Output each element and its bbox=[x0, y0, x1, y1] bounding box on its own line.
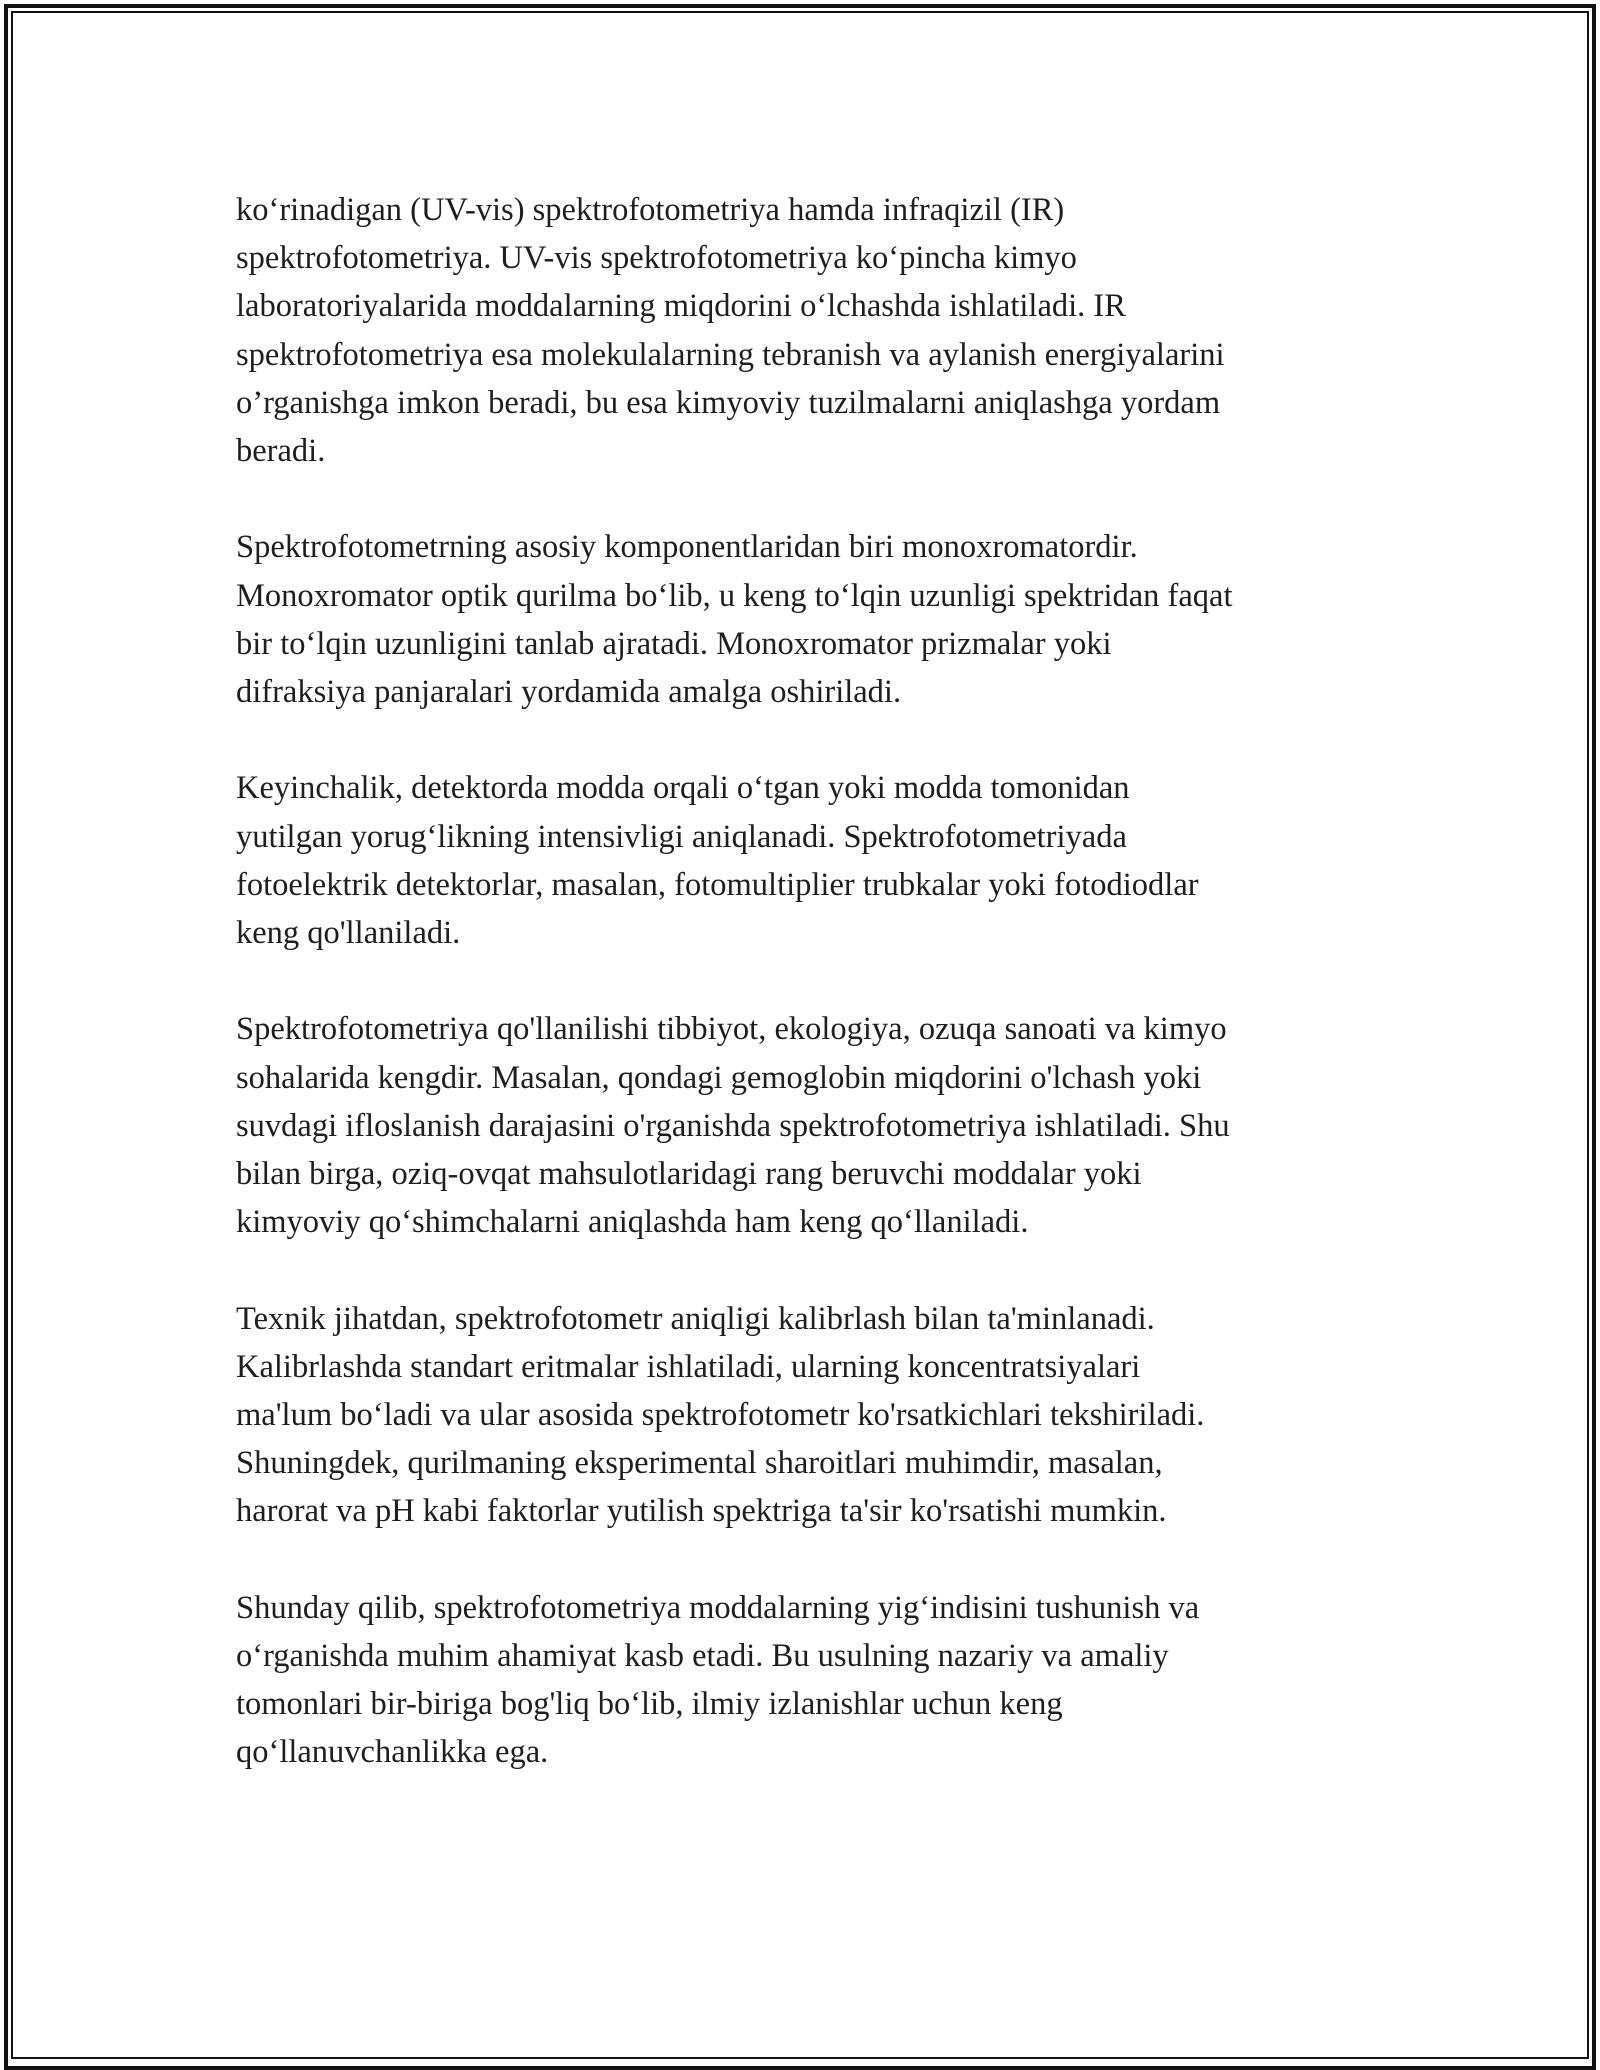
paragraph-conclusion: Shunday qilib, spektrofotometriya moddalarning yig‘indisini tushunish va o‘rganishda muhim ahamiyat kasb etadi. Bu usulning nazariy va amaliy tomonlari bir-biriga bog'liq bo‘lib, ilmiy izlanishlar uchun keng qo‘llanuvchanlikka ega. bbox=[236, 1589, 1200, 1771]
paragraph-spectrophotometry-types: ko‘rinadigan (UV-vis) spektrofotometriya hamda infraqizil (IR) spektrofotometriya. UV-vis spektrofotometriya ko‘pincha kimyo laboratoriyalarida moddalarning miqdorini o‘lchashda ishlatiladi. IR spektrofotometriya esa molekulalarning tebranish va aylanish energiyalarini o’rganishga imkon beradi, bu esa kimyoviy tuzilmalarni aniqlashga yordam beradi. bbox=[236, 192, 1225, 470]
document-body bbox=[236, 186, 1376, 1777]
paragraph-monochromator: Spektrofotometrning asosiy komponentlaridan biri monoxromatordir. Monoxromator optik qurilma bo‘lib, u keng to‘lqin uzunligi spektridan faqat bir to‘lqin uzunligini tanlab ajratadi. Monoxromator prizmalar yoki difraksiya panjaralari yordamida amalga oshiriladi. bbox=[236, 529, 1233, 711]
paragraph-detector: Keyinchalik, detektorda modda orqali o‘tgan yoki modda tomonidan yutilgan yorug‘likning intensivligi aniqlanadi. Spektrofotometriyada fotoelektrik detektorlar, masalan, fotomultiplier trubkalar yoki fotodiodlar keng qo'llaniladi. bbox=[236, 770, 1199, 952]
paragraph-applications: Spektrofotometriya qo'llanilishi tibbiyot, ekologiya, ozuqa sanoati va kimyo sohalarida kengdir. Masalan, qondagi gemoglobin miqdorini o'lchash yoki suvdagi ifloslanish darajasini o'rganishda spektrofotometriya ishlatiladi. Shu bilan birga, oziq-ovqat mahsulotlaridagi rang beruvchi moddalar yoki kimyoviy qo‘shimchalarni aniqlashda ham keng qo‘llaniladi. bbox=[236, 1011, 1230, 1241]
paragraph-calibration: Texnik jihatdan, spektrofotometr aniqligi kalibrlash bilan ta'minlanadi. Kalibrlashda standart eritmalar ishlatiladi, ularning koncentratsiyalari ma'lum bo‘ladi va ular asosida spektrofotometr ko'rsatkichlari tekshiriladi. Shuningdek, qurilmaning eksperimental sharoitlari muhimdir, masalan, harorat va pH kabi faktorlar yutilish spektriga ta'sir ko'rsatishi mumkin. bbox=[236, 1300, 1205, 1530]
